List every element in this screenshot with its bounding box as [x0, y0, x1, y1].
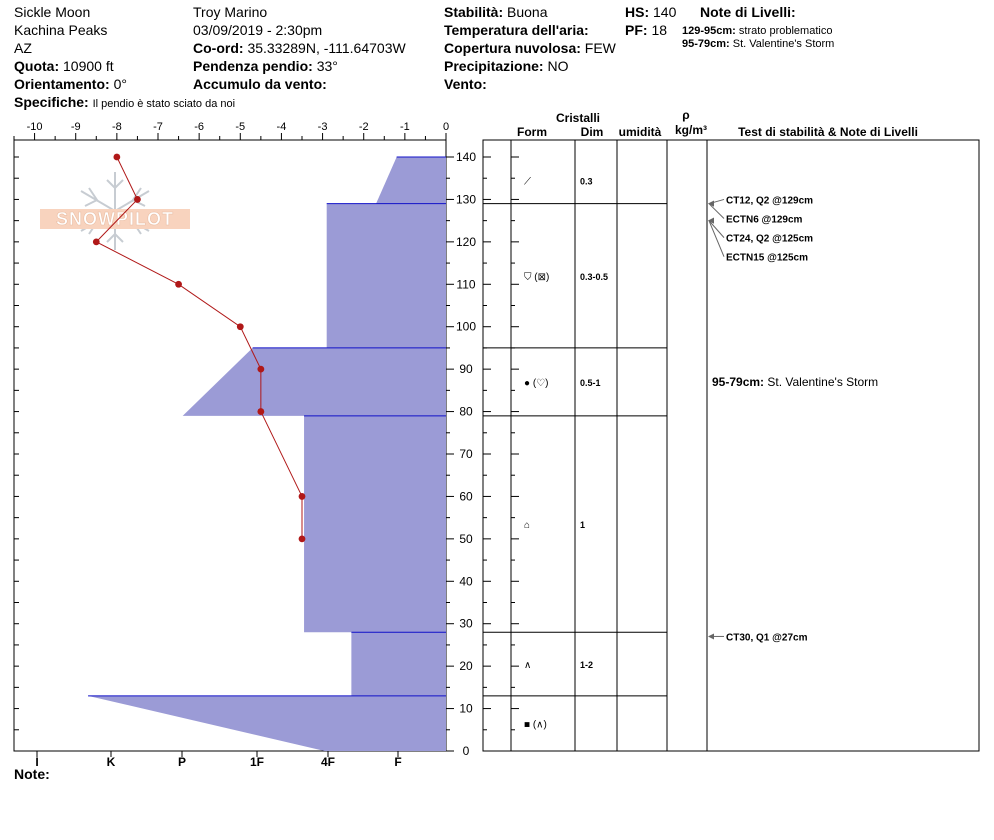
depth-tick-label: 0 [462, 744, 470, 758]
layer-note-text: St. Valentine's Storm [732, 38, 835, 50]
table-layer-note [712, 375, 878, 389]
temp-tick-label: -2 [358, 121, 369, 133]
temp-tick-label: 0 [442, 121, 450, 133]
temperature-point [175, 281, 182, 288]
depth-tick-label: 140 [455, 150, 477, 164]
rho-header: ρ [682, 108, 690, 122]
hs-label: HS: [625, 4, 650, 20]
location-name: Sickle Moon [14, 4, 91, 20]
hs-value: 140 [653, 4, 677, 20]
crystal-size: 1 [580, 520, 586, 531]
temperature-point [299, 535, 306, 542]
elevation-value: 10900 ft [63, 58, 114, 74]
hardness-layer [88, 696, 446, 751]
hardness-tick-label: I [35, 755, 39, 769]
hardness-layer [376, 157, 446, 204]
test-arrow [708, 633, 714, 639]
depth-tick-label: 130 [455, 192, 477, 207]
notes-label: Note: [14, 766, 50, 782]
hardness-tick-label: K [106, 755, 116, 769]
depth-tick-label: 60 [459, 489, 473, 504]
depth-tick-label: 40 [459, 574, 473, 589]
depth-tick-label: 90 [459, 362, 473, 377]
crystal-size: 0.3 [580, 176, 593, 187]
temp-tick-label: -10 [26, 121, 43, 133]
stability-label: Stabilità: [444, 4, 504, 20]
depth-tick-label: 20 [459, 659, 473, 674]
area-name: Kachina Peaks [14, 22, 108, 38]
precip-value: NO [547, 58, 569, 74]
temp-tick-label: -6 [194, 121, 205, 133]
observer-name: Troy Marino [193, 4, 268, 20]
aspect-value: 0° [113, 76, 127, 92]
depth-tick-label: 80 [459, 404, 473, 419]
temp-tick-label: -9 [70, 121, 81, 133]
table-layer-note-range: 95-79cm: [712, 374, 768, 389]
crystals-header: Cristalli [555, 111, 601, 125]
crystal-form: ■ (∧) [524, 719, 547, 731]
crystal-form: ∧ [524, 660, 532, 672]
humidity-header: umidità [618, 125, 662, 139]
pf-value: 18 [651, 22, 668, 38]
crystal-form: ● (♡) [524, 377, 549, 389]
form-header: Form [517, 125, 547, 139]
test-label: CT24, Q2 @125cm [726, 233, 814, 245]
elevation-label: Quota: [14, 58, 60, 74]
temperature-point [93, 238, 100, 245]
depth-tick-label: 100 [455, 319, 477, 334]
test-leader [709, 204, 724, 219]
temperature-point [113, 154, 120, 161]
temp-tick-label: -1 [399, 121, 410, 133]
hardness-tick-label: 1F [249, 755, 265, 769]
depth-tick-label: 50 [459, 531, 473, 546]
tests-header: Test di stabilità & Note di Livelli [738, 125, 918, 139]
depth-tick-label: 110 [456, 277, 476, 292]
cloud-value: FEW [584, 40, 616, 56]
hardness-tick-label: 4F [320, 755, 336, 769]
crystal-size: 1-2 [580, 660, 594, 671]
hardness-tick-label: F [394, 755, 402, 769]
depth-tick-label: 70 [459, 447, 473, 461]
test-label: ECTN6 @129cm [726, 214, 803, 226]
coords-label: Co-ord: [193, 40, 244, 56]
slope-label: Pendenza pendio: [193, 58, 313, 74]
state-name: AZ [14, 40, 32, 56]
hardness-layer [183, 348, 446, 416]
slope-value: 33° [316, 58, 338, 74]
crystal-form: ⟋ [524, 176, 531, 188]
test-leader [709, 221, 724, 238]
cloud-label: Copertura nuvolosa: [444, 40, 581, 56]
logo-text: SNOWPILOT [56, 209, 174, 229]
hardness-profile [88, 157, 446, 751]
depth-tick-label: 30 [459, 616, 473, 631]
temp-tick-label: -7 [153, 121, 163, 133]
table-layer-note-text: St. Valentine's Storm [767, 374, 879, 389]
pf-label: PF: [625, 22, 648, 38]
depth-tick-label: 10 [459, 701, 473, 716]
layer-notes-title: Note di Livelli: [700, 4, 796, 20]
hardness-tick-label: P [177, 755, 187, 769]
crystal-form: ⛉ (⊠) [524, 271, 550, 283]
layer-note-range: 95-79cm: [682, 38, 730, 50]
crystal-size: 0.3-0.5 [580, 271, 609, 282]
stability-value: Buona [507, 4, 548, 20]
temperature-point [134, 196, 141, 203]
temp-tick-label: -3 [317, 121, 328, 133]
temp-tick-label: -4 [276, 121, 287, 133]
stability-tests [708, 195, 878, 643]
temp-tick-label: -5 [235, 121, 246, 133]
hardness-layer [327, 204, 446, 348]
temperature-point [237, 323, 244, 330]
test-label: CT12, Q2 @129cm [726, 195, 814, 207]
temperature-point [257, 366, 264, 373]
test-label: ECTN15 @125cm [726, 252, 809, 264]
hardness-layer [351, 632, 446, 696]
hardness-layer [304, 416, 446, 632]
crystal-form: ⌂ [524, 520, 531, 532]
air-temp-label: Temperatura dell'aria: [444, 22, 589, 38]
snowpilot-logo [40, 172, 190, 250]
precip-label: Precipitazione: [444, 58, 544, 74]
density-unit-header: kg/m³ [674, 123, 708, 137]
temperature-point [257, 408, 264, 415]
depth-tick-label: 120 [455, 234, 477, 249]
size-header: Dim [580, 125, 604, 139]
test-leader [709, 221, 724, 257]
wind-loading-label: Accumulo da vento: [193, 76, 327, 92]
specifics-label: Specifiche: [14, 94, 89, 110]
temp-tick-label: -8 [111, 121, 122, 133]
crystal-size: 0.5-1 [580, 377, 601, 388]
test-label: CT30, Q1 @27cm [726, 632, 808, 644]
observation-datetime: 03/09/2019 - 2:30pm [193, 22, 323, 38]
coords-value: 35.33289N, -111.64703W [247, 40, 406, 56]
wind-label: Vento: [444, 76, 487, 92]
aspect-label: Orientamento: [14, 76, 110, 92]
layer-note-range: 129-95cm: [682, 25, 736, 37]
temperature-point [299, 493, 306, 500]
specifics-value: Il pendio è stato sciato da noi [92, 98, 236, 110]
layer-table-frame [483, 140, 979, 751]
layer-note-text: strato problematico [738, 25, 833, 37]
